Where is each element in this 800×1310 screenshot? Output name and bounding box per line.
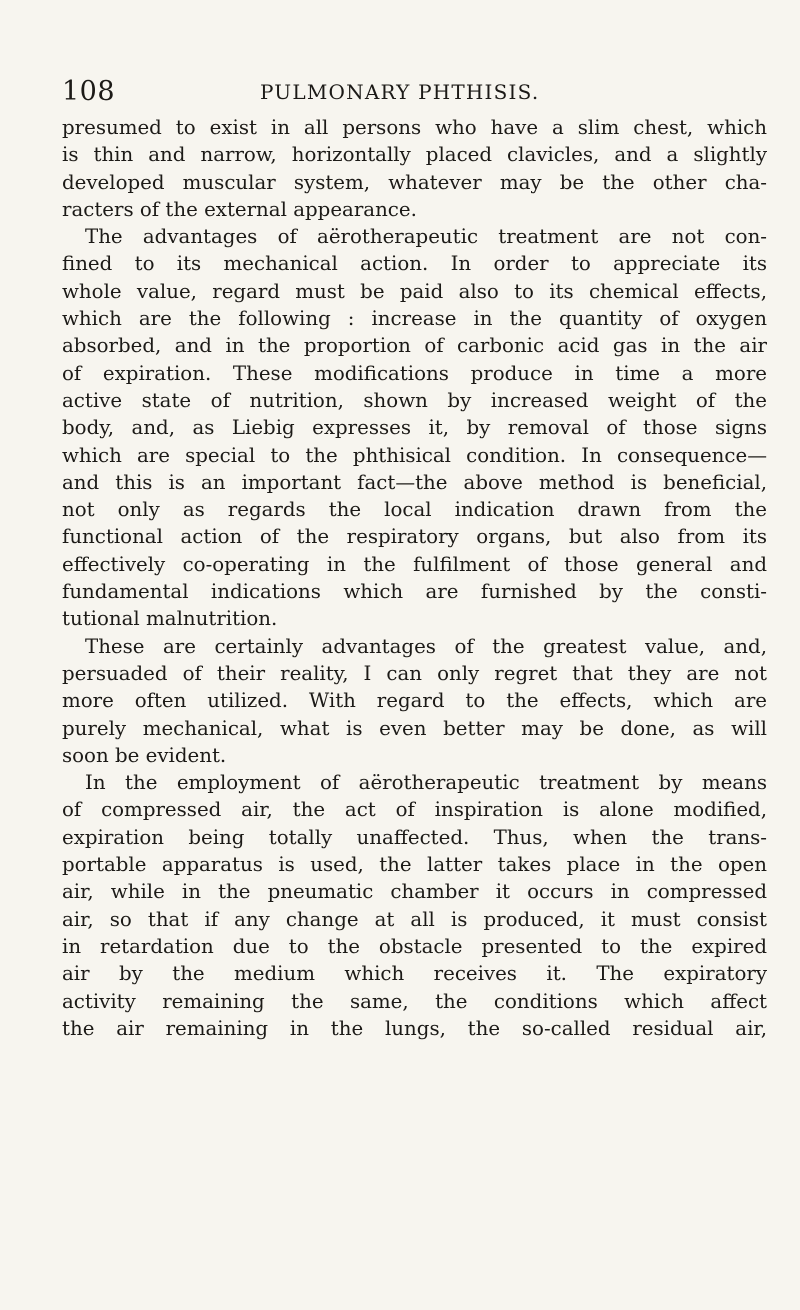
text-line: developed muscular system, whatever may be the other cha- [62,170,767,194]
text-line: which are the following : increase in the quantity of oxygen [62,307,767,331]
text-line: absorbed, and in the proportion of carbonic acid gas in the air [62,334,767,358]
body-text [62,114,767,1042]
text-line: These are certainly advantages of the greatest value, and, [85,634,767,658]
text-line: whole value, regard must be paid also to its chemical effects, [62,279,767,303]
text-line: presumed to exist in all persons who have a slim chest, which [62,116,767,139]
text-line: purely mechanical, what is even better may be done, as will [62,716,767,740]
text-line: fundamental indications which are furnished by the consti- [62,580,767,604]
text-line: In the employment of aërotherapeutic treatment by means [85,771,767,795]
text-line: soon be evident. [62,743,227,767]
text-line: fined to its mechanical action. In order to appreciate its [62,252,767,276]
text-line: portable apparatus is used, the latter takes place in the open [62,853,767,877]
text-line: active state of nutrition, shown by increased weight of the [62,388,767,412]
text-line: expiration being totally unaffected. Thus, when the trans- [62,825,767,849]
text-line: not only as regards the local indication drawn from the [62,498,767,522]
text-line: activity remaining the same, the conditions which affect [62,989,767,1013]
text-line: air, so that if any change at all is produced, it must consist [62,907,767,931]
text-line: functional action of the respiratory organs, but also from its [62,525,767,549]
text-line: air by the medium which receives it. The expiratory [62,962,767,986]
text-line: in retardation due to the obstacle presented to the expired [62,934,767,958]
running-head [62,76,762,106]
text-line: the air remaining in the lungs, the so-called residual air, [62,1016,767,1040]
running-title: PULMONARY PHTHISIS. [260,80,540,104]
text-line: The advantages of aërotherapeutic treatment are not con- [85,225,767,249]
text-line: of expiration. These modifications produce in time a more [62,361,767,385]
text-line: more often utilized. With regard to the effects, which are [62,689,767,713]
text-line: effectively co-operating in the fulfilment of those general and [62,552,767,576]
text-line: tutional malnutrition. [62,607,278,631]
text-line: and this is an important fact—the above method is beneficial, [62,470,767,494]
page-number: 108 [62,76,116,107]
text-line: air, while in the pneumatic chamber it occurs in compressed [62,880,767,904]
text-line: racters of the external appearance. [62,197,417,221]
text-line: body, and, as Liebig expresses it, by removal of those signs [62,416,767,440]
text-line: persuaded of their reality, I can only regret that they are not [62,661,767,685]
text-line: which are special to the phthisical condition. In consequence— [62,443,767,467]
text-line: of compressed air, the act of inspiration is alone modified, [62,798,767,822]
text-line: is thin and narrow, horizontally placed clavicles, and a slightly [62,143,767,167]
